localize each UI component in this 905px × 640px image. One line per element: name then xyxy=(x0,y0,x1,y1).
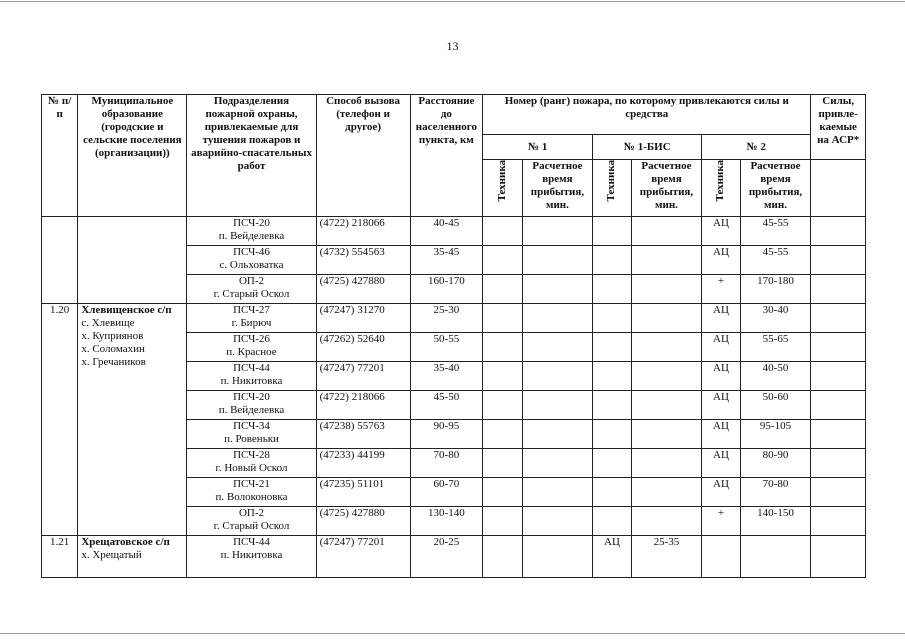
municipality-cell xyxy=(78,304,187,536)
header-rank-2: № 2 xyxy=(702,135,811,160)
distance-cell: 40-45 xyxy=(410,217,483,246)
top-edge-line xyxy=(0,1,905,2)
rank2-arrival: 45-55 xyxy=(740,217,811,246)
header-rank-1-bis: № 1-БИС xyxy=(593,135,702,160)
asr-cell xyxy=(811,478,866,507)
header-technique-1: Техника xyxy=(495,160,508,202)
rank2-arrival: 45-55 xyxy=(740,246,811,275)
rank1-arrival xyxy=(522,420,593,449)
municipality-line: х. Гречаников xyxy=(81,356,146,368)
fire-unit-name: ПСЧ-28 xyxy=(233,449,270,461)
distance-cell: 25-30 xyxy=(410,304,483,333)
rank1-technique xyxy=(483,449,522,478)
fire-unit-name: ПСЧ-44 xyxy=(233,536,270,548)
phone-cell: (47247) 31270 xyxy=(316,304,410,333)
rank1-technique xyxy=(483,217,522,246)
rank2-arrival: 95-105 xyxy=(740,420,811,449)
distance-cell: 90-95 xyxy=(410,420,483,449)
rank1-arrival xyxy=(522,333,593,362)
rank1bis-technique xyxy=(593,275,631,304)
fire-unit-cell xyxy=(187,246,316,275)
header-units: Подразделения пожарной охраны, привлекаемые для тушения пожаров и аварийно-спасательных работ xyxy=(187,95,316,217)
municipality-line: с. Хлевище xyxy=(81,317,135,329)
rank1-technique xyxy=(483,362,522,391)
rank1-technique xyxy=(483,391,522,420)
fire-unit-location: п. Красное xyxy=(226,346,277,358)
rank2-technique: АЦ xyxy=(702,304,740,333)
rank2-arrival: 50-60 xyxy=(740,391,811,420)
phone-cell: (47262) 52640 xyxy=(316,333,410,362)
fire-unit-cell xyxy=(187,275,316,304)
phone-cell: (47247) 77201 xyxy=(316,536,410,578)
municipality-line: Хлевищенское с/п xyxy=(81,304,172,316)
rank1-technique xyxy=(483,333,522,362)
distance-cell: 60-70 xyxy=(410,478,483,507)
asr-cell xyxy=(811,362,866,391)
rank2-arrival: 30-40 xyxy=(740,304,811,333)
header-asr: Силы, привле-каемые на АСР* xyxy=(811,95,866,160)
rank2-technique: АЦ xyxy=(702,391,740,420)
header-distance: Расстояние до населенного пункта, км xyxy=(410,95,483,217)
rank2-technique: АЦ xyxy=(702,420,740,449)
fire-unit-cell xyxy=(187,420,316,449)
fire-unit-location: г. Новый Оскол xyxy=(215,462,288,474)
rank2-technique: АЦ xyxy=(702,333,740,362)
fire-unit-cell xyxy=(187,217,316,246)
rank1-technique xyxy=(483,420,522,449)
fire-unit-location: п. Никитовка xyxy=(220,375,283,387)
header-fire-rank: Номер (ранг) пожара, по которому привлекаются силы и средства xyxy=(483,95,811,135)
rank1bis-arrival xyxy=(631,478,702,507)
asr-cell xyxy=(811,333,866,362)
rank1bis-arrival xyxy=(631,391,702,420)
fire-unit-name: ОП-2 xyxy=(238,507,265,519)
phone-cell: (4725) 427880 xyxy=(316,507,410,536)
rank1bis-arrival xyxy=(631,362,702,391)
rank1-arrival xyxy=(522,362,593,391)
rank2-technique xyxy=(702,536,740,578)
fire-unit-location: г. Старый Оскол xyxy=(213,520,290,532)
asr-cell xyxy=(811,391,866,420)
rank2-technique: + xyxy=(702,507,740,536)
rank1bis-technique xyxy=(593,304,631,333)
distance-cell: 50-55 xyxy=(410,333,483,362)
fire-unit-location: п. Ровеньки xyxy=(224,433,279,445)
header-municipality: Муниципальное образование (городские и сельские поселения (организации)) xyxy=(78,95,187,217)
phone-cell: (4722) 218066 xyxy=(316,391,410,420)
phone-cell: (4722) 218066 xyxy=(316,217,410,246)
phone-cell: (47247) 77201 xyxy=(316,362,410,391)
fire-unit-location: п. Вейделевка xyxy=(218,230,285,242)
fire-unit-location: г. Старый Оскол xyxy=(213,288,290,300)
distance-cell: 70-80 xyxy=(410,449,483,478)
header-technique-2: Техника xyxy=(714,160,727,202)
header-num: № п/п xyxy=(42,95,78,217)
fire-unit-name: ПСЧ-20 xyxy=(233,217,270,229)
header-arrival-1: Расчетное время прибытия, мин. xyxy=(522,160,593,217)
phone-cell: (4732) 554563 xyxy=(316,246,410,275)
distance-cell: 160-170 xyxy=(410,275,483,304)
rank2-technique: + xyxy=(702,275,740,304)
fire-unit-cell xyxy=(187,449,316,478)
fire-unit-name: ПСЧ-26 xyxy=(233,333,270,345)
header-asr-blank xyxy=(811,160,866,217)
rank1bis-technique xyxy=(593,478,631,507)
fire-unit-name: ПСЧ-46 xyxy=(233,246,270,258)
distance-cell: 130-140 xyxy=(410,507,483,536)
header-call-method: Способ вызова (телефон и другое) xyxy=(316,95,410,217)
header-arrival-1-bis: Расчетное время прибытия, мин. xyxy=(631,160,702,217)
asr-cell xyxy=(811,507,866,536)
asr-cell xyxy=(811,217,866,246)
rank1bis-arrival xyxy=(631,333,702,362)
rank2-arrival: 170-180 xyxy=(740,275,811,304)
rank1bis-arrival xyxy=(631,449,702,478)
table-row xyxy=(42,536,866,578)
fire-unit-location: п. Вейделевка xyxy=(218,404,285,416)
phone-cell: (47233) 44199 xyxy=(316,449,410,478)
rank1bis-technique: АЦ xyxy=(593,536,631,578)
rank1bis-technique xyxy=(593,217,631,246)
rank1bis-arrival xyxy=(631,246,702,275)
rank1bis-technique xyxy=(593,333,631,362)
rank1bis-technique xyxy=(593,246,631,275)
rank1bis-arrival xyxy=(631,420,702,449)
rank2-arrival: 55-65 xyxy=(740,333,811,362)
rank1bis-arrival xyxy=(631,304,702,333)
distance-cell: 35-40 xyxy=(410,362,483,391)
rank1-arrival xyxy=(522,275,593,304)
fire-unit-cell xyxy=(187,391,316,420)
fire-unit-cell xyxy=(187,507,316,536)
rank2-arrival: 140-150 xyxy=(740,507,811,536)
fire-unit-name: ПСЧ-20 xyxy=(233,391,270,403)
bottom-edge-line xyxy=(0,633,905,634)
fire-unit-cell xyxy=(187,362,316,391)
distance-cell: 20-25 xyxy=(410,536,483,578)
rank2-arrival: 40-50 xyxy=(740,362,811,391)
rank1bis-technique xyxy=(593,391,631,420)
asr-cell xyxy=(811,304,866,333)
fire-unit-location: г. Бирюч xyxy=(231,317,272,329)
rank2-technique: АЦ xyxy=(702,362,740,391)
rank1-arrival xyxy=(522,536,593,578)
fire-unit-cell xyxy=(187,304,316,333)
rank2-technique: АЦ xyxy=(702,246,740,275)
rank2-arrival xyxy=(740,536,811,578)
municipality-line: х. Куприянов xyxy=(81,330,144,342)
rank1bis-technique xyxy=(593,420,631,449)
rank2-technique: АЦ xyxy=(702,217,740,246)
rank2-technique: АЦ xyxy=(702,449,740,478)
rank1-technique xyxy=(483,275,522,304)
rank1-technique xyxy=(483,246,522,275)
phone-cell: (47238) 55763 xyxy=(316,420,410,449)
rank1bis-arrival: 25-35 xyxy=(631,536,702,578)
rank2-arrival: 80-90 xyxy=(740,449,811,478)
asr-cell xyxy=(811,449,866,478)
asr-cell xyxy=(811,536,866,578)
rank1bis-technique xyxy=(593,362,631,391)
rank2-technique: АЦ xyxy=(702,478,740,507)
table-row xyxy=(42,304,866,333)
rank1bis-arrival xyxy=(631,275,702,304)
rank1-technique xyxy=(483,478,522,507)
row-number xyxy=(42,217,78,304)
fire-unit-location: с. Ольховатка xyxy=(219,259,284,271)
phone-cell: (4725) 427880 xyxy=(316,275,410,304)
fire-forces-table xyxy=(41,94,866,578)
rank1bis-arrival xyxy=(631,217,702,246)
rank1-technique xyxy=(483,304,522,333)
phone-cell: (47235) 51101 xyxy=(316,478,410,507)
rank1-arrival xyxy=(522,246,593,275)
rank1-technique xyxy=(483,536,522,578)
distance-cell: 45-50 xyxy=(410,391,483,420)
row-number: 1.21 xyxy=(42,536,78,578)
rank1-technique xyxy=(483,507,522,536)
fire-unit-name: ПСЧ-27 xyxy=(233,304,270,316)
rank1bis-technique xyxy=(593,449,631,478)
rank1bis-technique xyxy=(593,507,631,536)
municipality-line: Хрещатовское с/п xyxy=(81,536,170,548)
rank1-arrival xyxy=(522,478,593,507)
rank1-arrival xyxy=(522,449,593,478)
row-number: 1.20 xyxy=(42,304,78,536)
rank1bis-arrival xyxy=(631,507,702,536)
asr-cell xyxy=(811,420,866,449)
fire-unit-location: п. Никитовка xyxy=(220,549,283,561)
municipality-cell xyxy=(78,536,187,578)
rank1-arrival xyxy=(522,217,593,246)
rank1-arrival xyxy=(522,304,593,333)
municipality-line: х. Хрещатый xyxy=(81,549,142,561)
municipality-cell xyxy=(78,217,187,304)
fire-unit-cell xyxy=(187,536,316,578)
municipality-line: х. Соломахин xyxy=(81,343,145,355)
table-row xyxy=(42,217,866,246)
asr-cell xyxy=(811,275,866,304)
fire-unit-cell xyxy=(187,333,316,362)
fire-unit-name: ПСЧ-34 xyxy=(233,420,270,432)
page-number: 13 xyxy=(446,39,459,53)
fire-unit-cell xyxy=(187,478,316,507)
rank1-arrival xyxy=(522,391,593,420)
rank1-arrival xyxy=(522,507,593,536)
rank2-arrival: 70-80 xyxy=(740,478,811,507)
fire-unit-name: ПСЧ-21 xyxy=(233,478,270,490)
header-rank-1: № 1 xyxy=(483,135,593,160)
header-technique-1-bis: Техника xyxy=(605,160,618,202)
fire-unit-name: ОП-2 xyxy=(238,275,265,287)
distance-cell: 35-45 xyxy=(410,246,483,275)
header-arrival-2: Расчетное время прибытия, мин. xyxy=(740,160,811,217)
asr-cell xyxy=(811,246,866,275)
fire-unit-location: п. Волоконовка xyxy=(215,491,288,503)
fire-unit-name: ПСЧ-44 xyxy=(233,362,270,374)
